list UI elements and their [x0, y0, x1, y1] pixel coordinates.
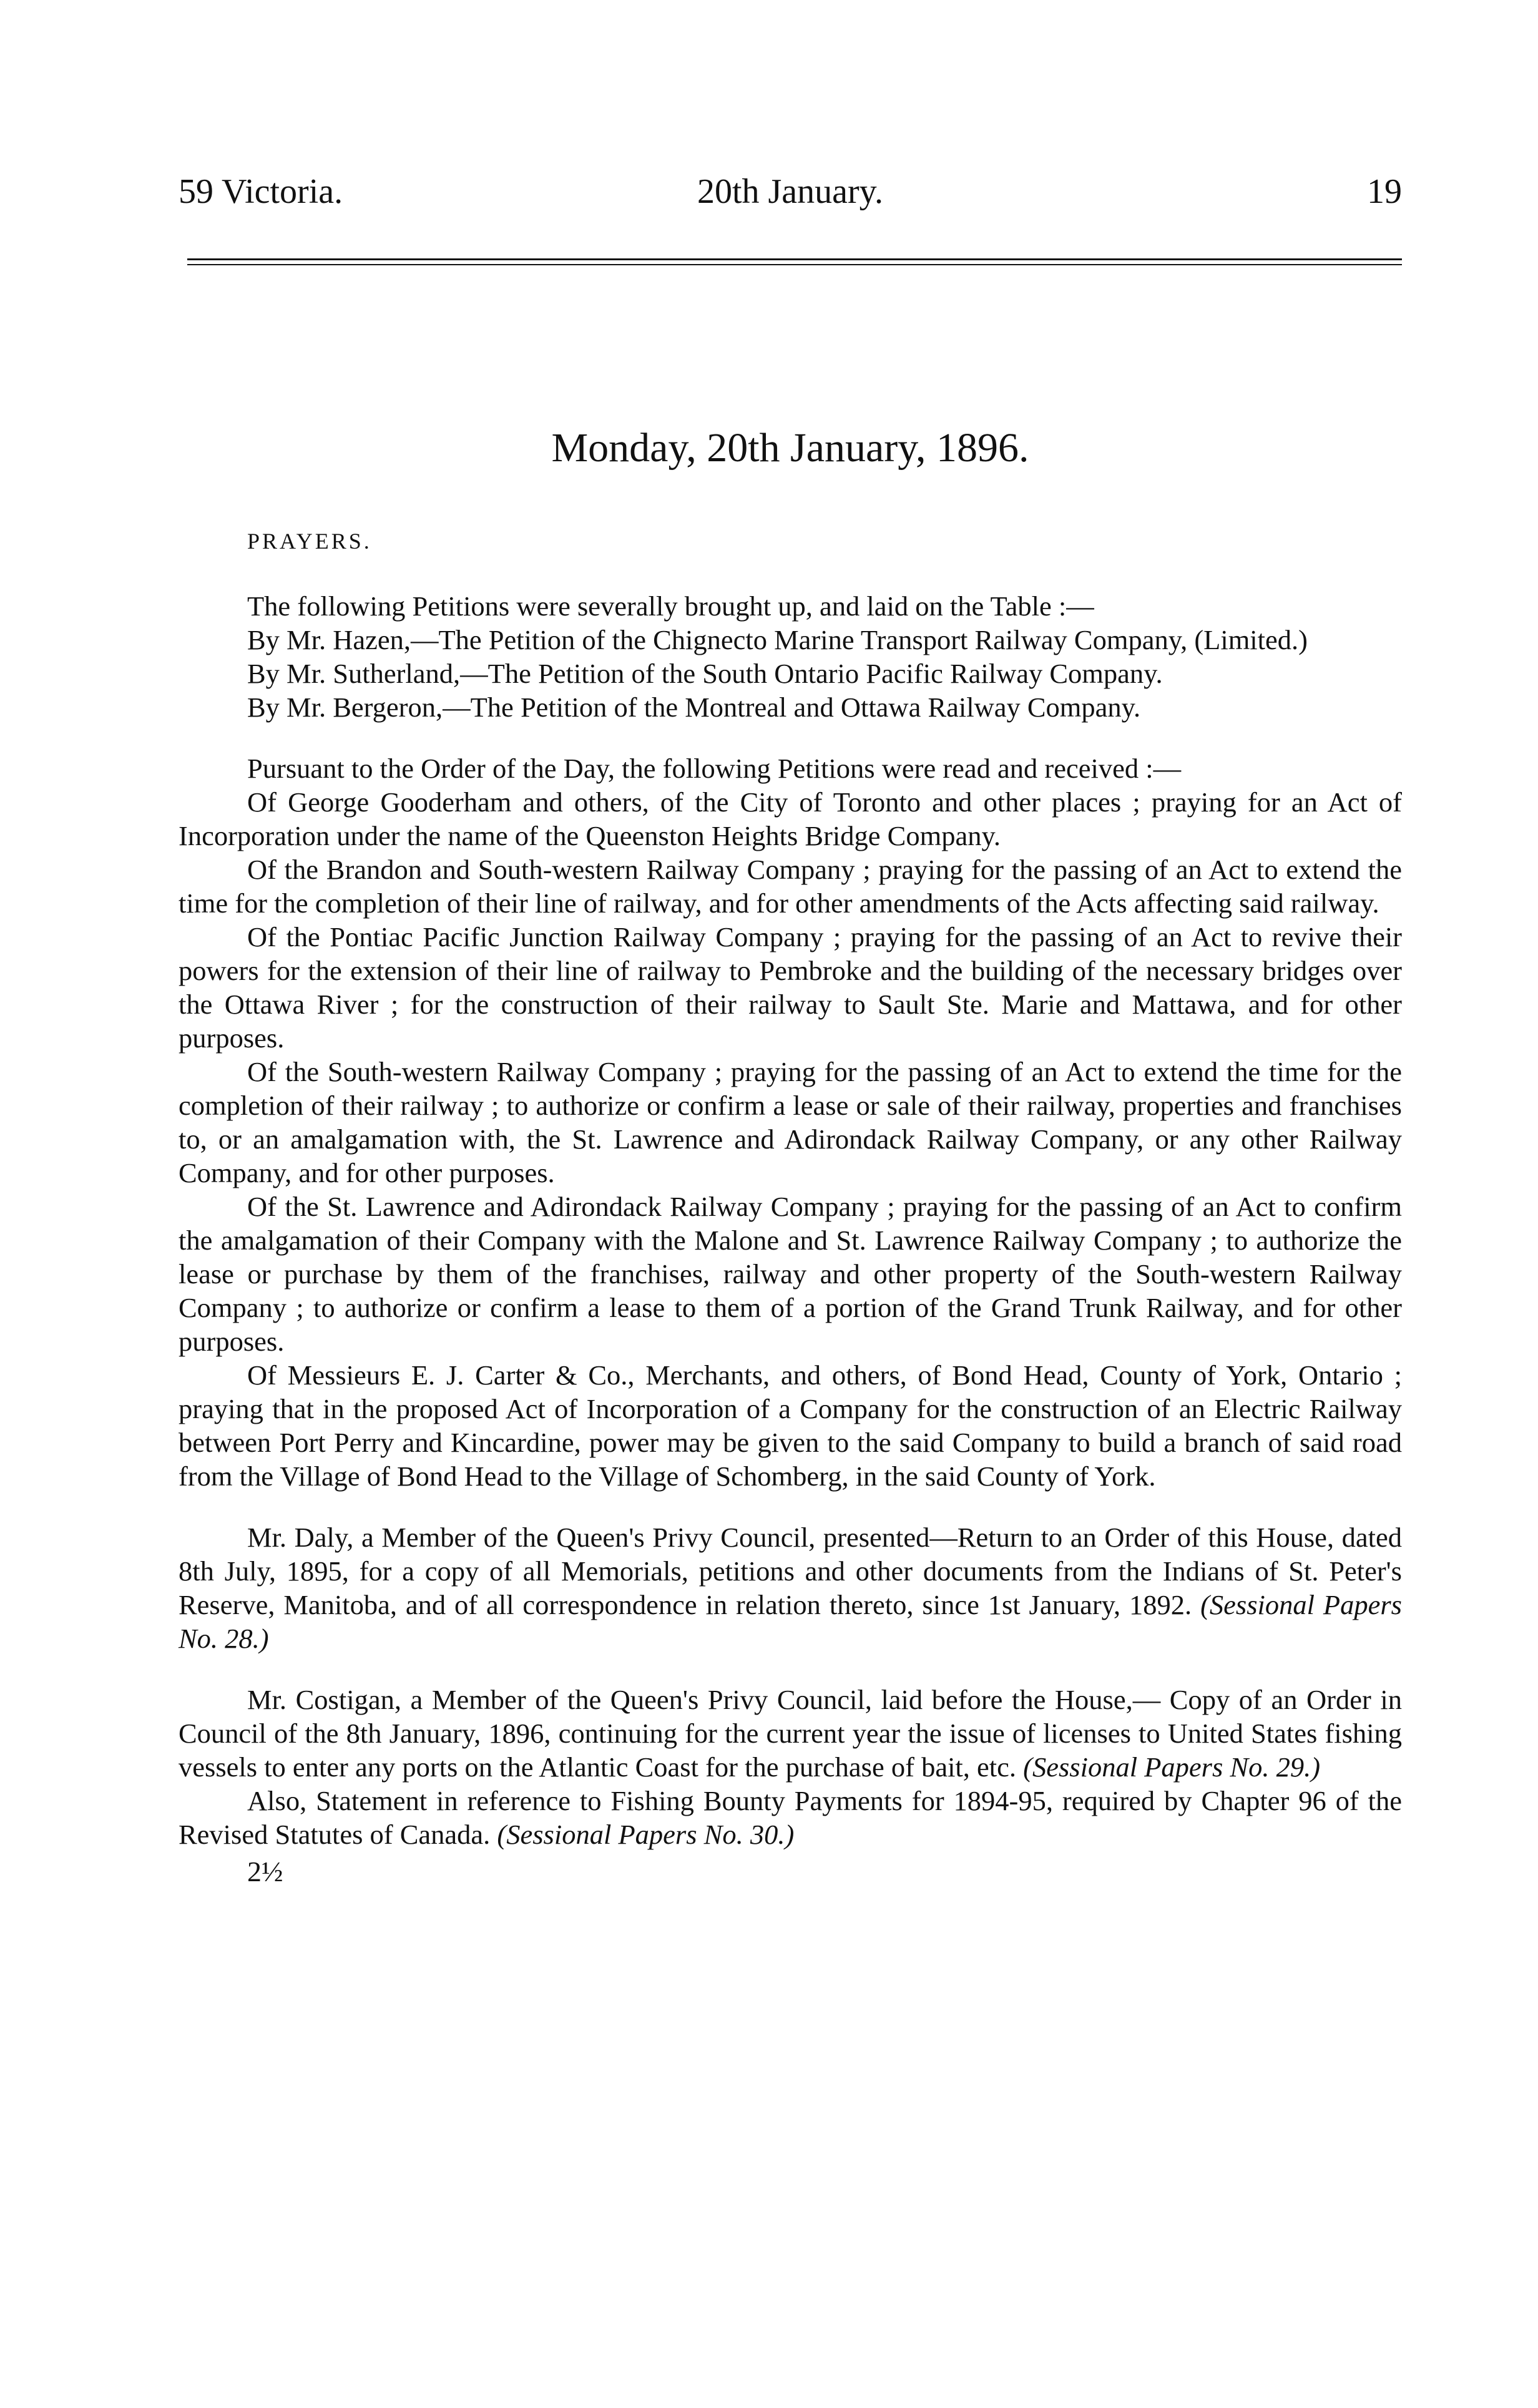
daly-text: Mr. Daly, a Member of the Queen's Privy Council, presented—Return to an Order of this House, dated 8th July, 1895, for a copy of all Memorials, petitions and other documents from the Indians of St. Peter's Reserve, Manitoba, and of all correspondence in relation thereto, since 1st January, 1892.: [179, 1522, 1402, 1620]
signature-mark: 2½: [247, 1856, 283, 1887]
costigan-order: [179, 1683, 1402, 1784]
daly-return: [179, 1520, 1402, 1655]
also-ref: (Sessional Papers No. 30.): [497, 1819, 795, 1850]
petition-st-lawrence: Of the St. Lawrence and Adirondack Railway Company ; praying for the passing of an Act to confirm the amalgamation of their Company with the Malone and St. Lawrence Railway Company ; to authorize the lease or purchase by them of the franchises, railway and other property of the South-western Railway Company ; to authorize or confirm a lease to them of a portion of the Grand Trunk Railway, and for other purposes.: [179, 1191, 1402, 1357]
header-rule: [187, 258, 1402, 260]
page-number: 19: [1367, 172, 1402, 211]
costigan-text: Mr. Costigan, a Member of the Queen's Privy Council, laid before the House,— Copy of an Order in Council of the 8th January, 1896, continuing for the current year the issue of licenses to United States fishing vessels to enter any ports on the Atlantic Coast for the purchase of bait, etc.: [179, 1684, 1402, 1783]
header-date: 20th January.: [697, 172, 884, 211]
costigan-ref: (Sessional Papers No. 29.): [1023, 1751, 1321, 1783]
day-title: Monday, 20th January, 1896.: [551, 425, 1029, 471]
petitions-read-intro: Pursuant to the Order of the Day, the following Petitions were read and received :—: [247, 753, 1182, 784]
fishing-bounty-statement: [179, 1784, 1402, 1851]
petition-south-western: Of the South-western Railway Company ; praying for the passing of an Act to extend the time for the completion of their railway ; to authorize or confirm a lease or sale of their railway, properties and franchises to, or an amalgamation with, the St. Lawrence and Adirondack Railway Company, or any other Railway Company, and for other purposes.: [179, 1056, 1402, 1188]
petition-sutherland: By Mr. Sutherland,—The Petition of the South Ontario Pacific Railway Company.: [247, 658, 1163, 689]
petition-bergeron: By Mr. Bergeron,—The Petition of the Montreal and Ottawa Railway Company.: [247, 692, 1141, 723]
daly-ref: (Sessional Papers No. 28.): [179, 1589, 1402, 1654]
petitions-read: [179, 751, 1402, 1493]
also-text: Also, Statement in reference to Fishing Bounty Payments for 1894-95, required by Chapter 96 of the Revised Statutes of Canada.: [179, 1785, 1402, 1850]
petition-brandon: Of the Brandon and South-western Railway Company ; praying for the passing of an Act to extend the time for the completion of their line of railway, and for other amendments of the Acts affecting said railway.: [179, 854, 1402, 919]
petition-hazen: By Mr. Hazen,—The Petition of the Chignecto Marine Transport Railway Company, (Limited.): [247, 624, 1308, 655]
running-header: [179, 172, 1402, 240]
journal-body: [179, 424, 1402, 1888]
header-rule-thin: [187, 264, 1402, 265]
petition-pontiac: Of the Pontiac Pacific Junction Railway Company ; praying for the passing of an Act to revive their powers for the extension of their line of railway to Pembroke and the building of the necessary bridges over the Ottawa River ; for the construction of their railway to Sault Ste. Marie and Mattawa, and for other purposes.: [179, 921, 1402, 1054]
petition-carter: Of Messieurs E. J. Carter & Co., Merchants, and others, of Bond Head, County of York, Ontario ; praying that in the proposed Act of Incorporation of a Company for the construction of an Electric Railway between Port Perry and Kincardine, power may be given to the said Company to build a branch of said road from the Village of Bond Head to the Village of Schomberg, in the said County of York.: [179, 1359, 1402, 1492]
petitions-laid: [179, 589, 1402, 724]
regnal-year: 59 Victoria.: [179, 172, 343, 211]
prayers-heading: PRAYERS.: [247, 529, 372, 554]
petitions-laid-intro: The following Petitions were severally brought up, and laid on the Table :—: [247, 590, 1094, 622]
petition-gooderham: Of George Gooderham and others, of the City of Toronto and other places ; praying for an Act of Incorporation under the name of the Queenston Heights Bridge Company.: [179, 786, 1402, 851]
